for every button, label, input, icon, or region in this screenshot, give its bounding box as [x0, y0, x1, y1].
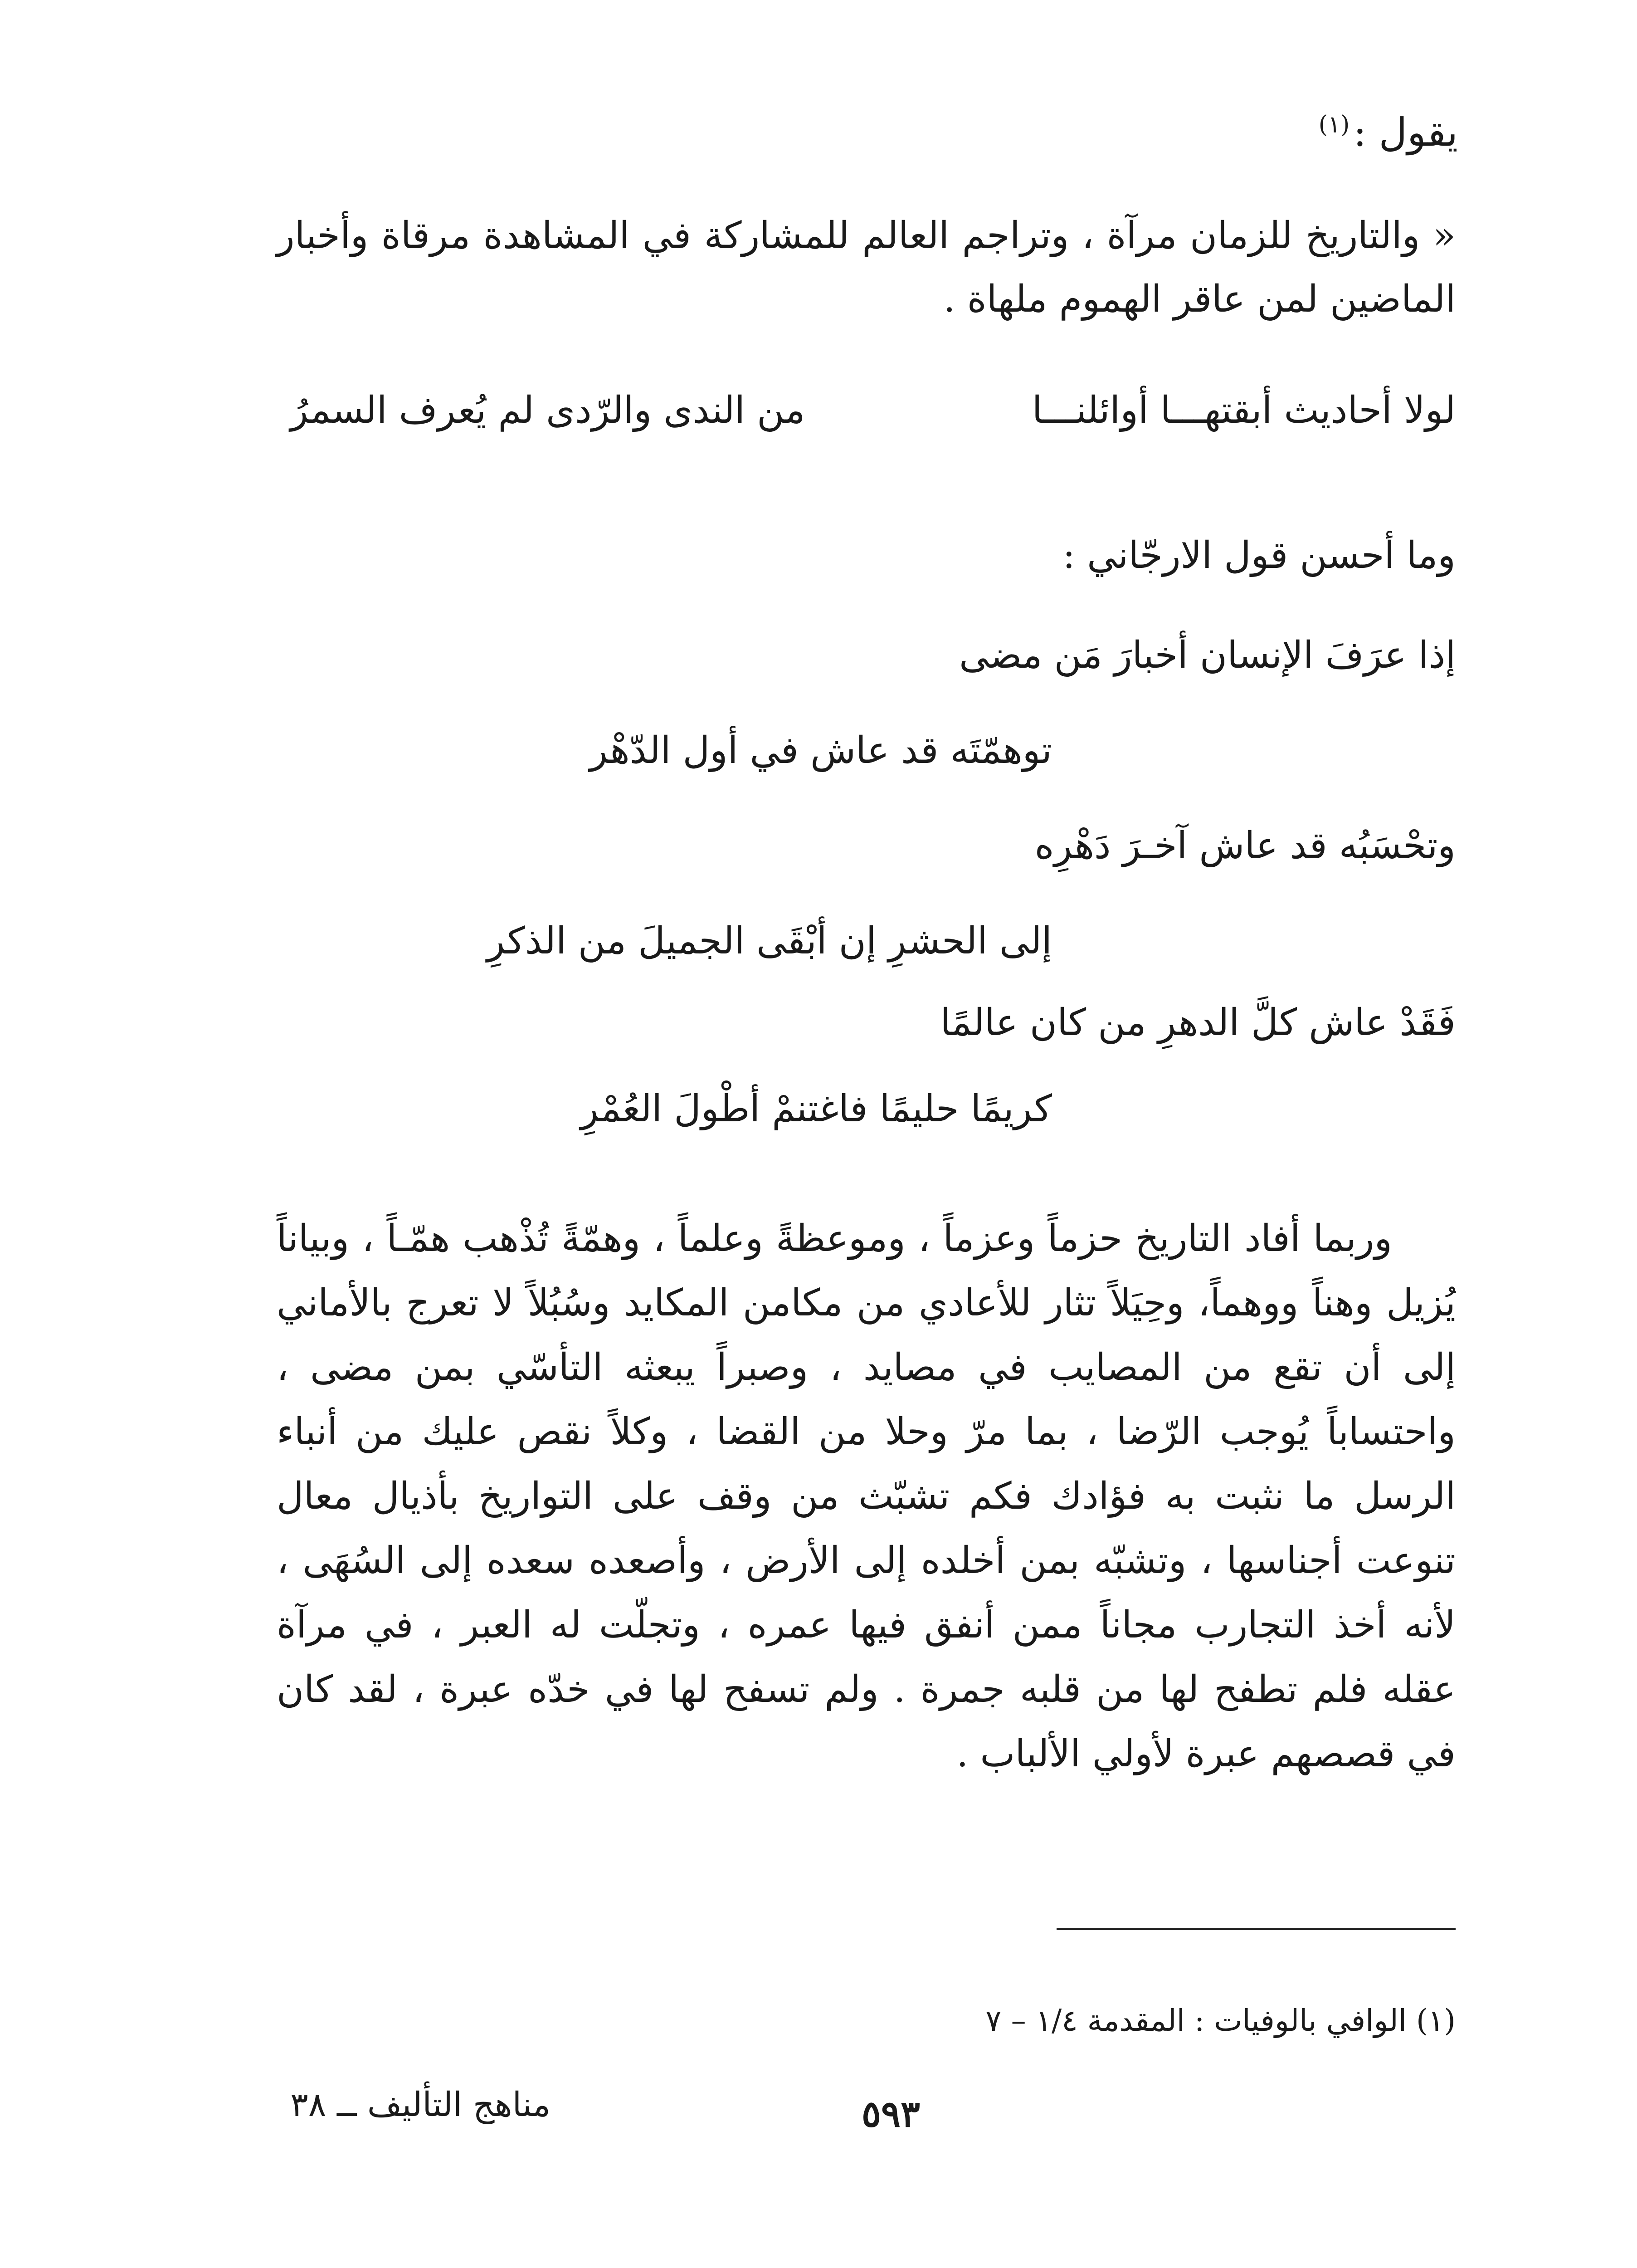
quote-paragraph: « والتاريخ للزمان مرآة ، وتراجم العالم للمشاركة في المشاهدة مرقاة وأخبار الماضين لمن عاقر الهموم ملهاة .	[277, 214, 1456, 321]
intro-text: يقول :	[1353, 110, 1458, 156]
footnote-reference: (١)	[1318, 111, 1350, 138]
verse-line: فَقَدْ عاش كلَّ الدهرِ من كان عالمًا	[940, 1001, 1456, 1044]
verse-line: وتحْسَبُه قد عاش آخـرَ دَهْرِه	[1034, 824, 1456, 867]
page-number: ٥٩٣	[862, 2092, 920, 2135]
intro-line	[1319, 100, 1458, 158]
verse-line: إلى الحشرِ إن أبْقَى الجميلَ من الذكرِ	[487, 919, 1052, 963]
running-footer-title: مناهج التأليف ــ ٣٨	[290, 2085, 551, 2124]
footnote: (١) الوافي بالوفيات : المقدمة ١/٤ – ٧	[985, 2003, 1456, 2038]
first-verse	[290, 386, 1456, 435]
footnote-divider	[1057, 1928, 1456, 1930]
verse-line: كريمًا حليمًا فاغتنمْ أطْولَ العُمْرِ	[580, 1087, 1052, 1130]
verse-line: إذا عرَفَ الإنسان أخبارَ مَن مضى	[959, 634, 1456, 677]
first-verse-left-hemistich: من الندى والرّدى لم يُعرف السمرُ	[290, 389, 805, 432]
second-intro-line: وما أحسن قول الارجّاني :	[1062, 534, 1456, 577]
first-verse-right-hemistich: لولا أحاديث أبقتهـــا أوائلنـــا	[1032, 389, 1456, 432]
verse-line: توهمّتَه قد عاش في أول الدّهْر	[590, 729, 1052, 772]
main-paragraph: وربما أفاد التاريخ حزماً وعزماً ، وموعظةً وعلماً ، وهمّةً تُذْهب همّـاً ، وبياناً يُزيل وهناً ووهماً، وحِيَلاً تثار للأعادي من مكامن المكايد وسُبُلاً لا تعرج بالأماني إلى أن تقع من المصايب في مصايد ، وصبراً يبعثه التأسّي بمن مضى ، واحتساباً يُوجب الرّضا ، بما مرّ وحلا من القضا ، وكلاً نقص عليك من أنباء الرسل ما نثبت به فؤادك فكم تشبّث من وقف على التواريخ بأذيال معال تنوعت أجناسها ، وتشبّه بمن أخلده إلى الأرض ، وأصعده سعده إلى السُهَى ، لأنه أخذ التجارب مجاناً ممن أنفق فيها عمره ، وتجلّت له العبر ، في مرآة عقله فلم تطفح لها من قلبه جمرة . ولم تسفح لها في خدّه عبرة ، لقد كان في قصصهم عبرة لأولي الألباب .	[277, 1217, 1456, 1775]
